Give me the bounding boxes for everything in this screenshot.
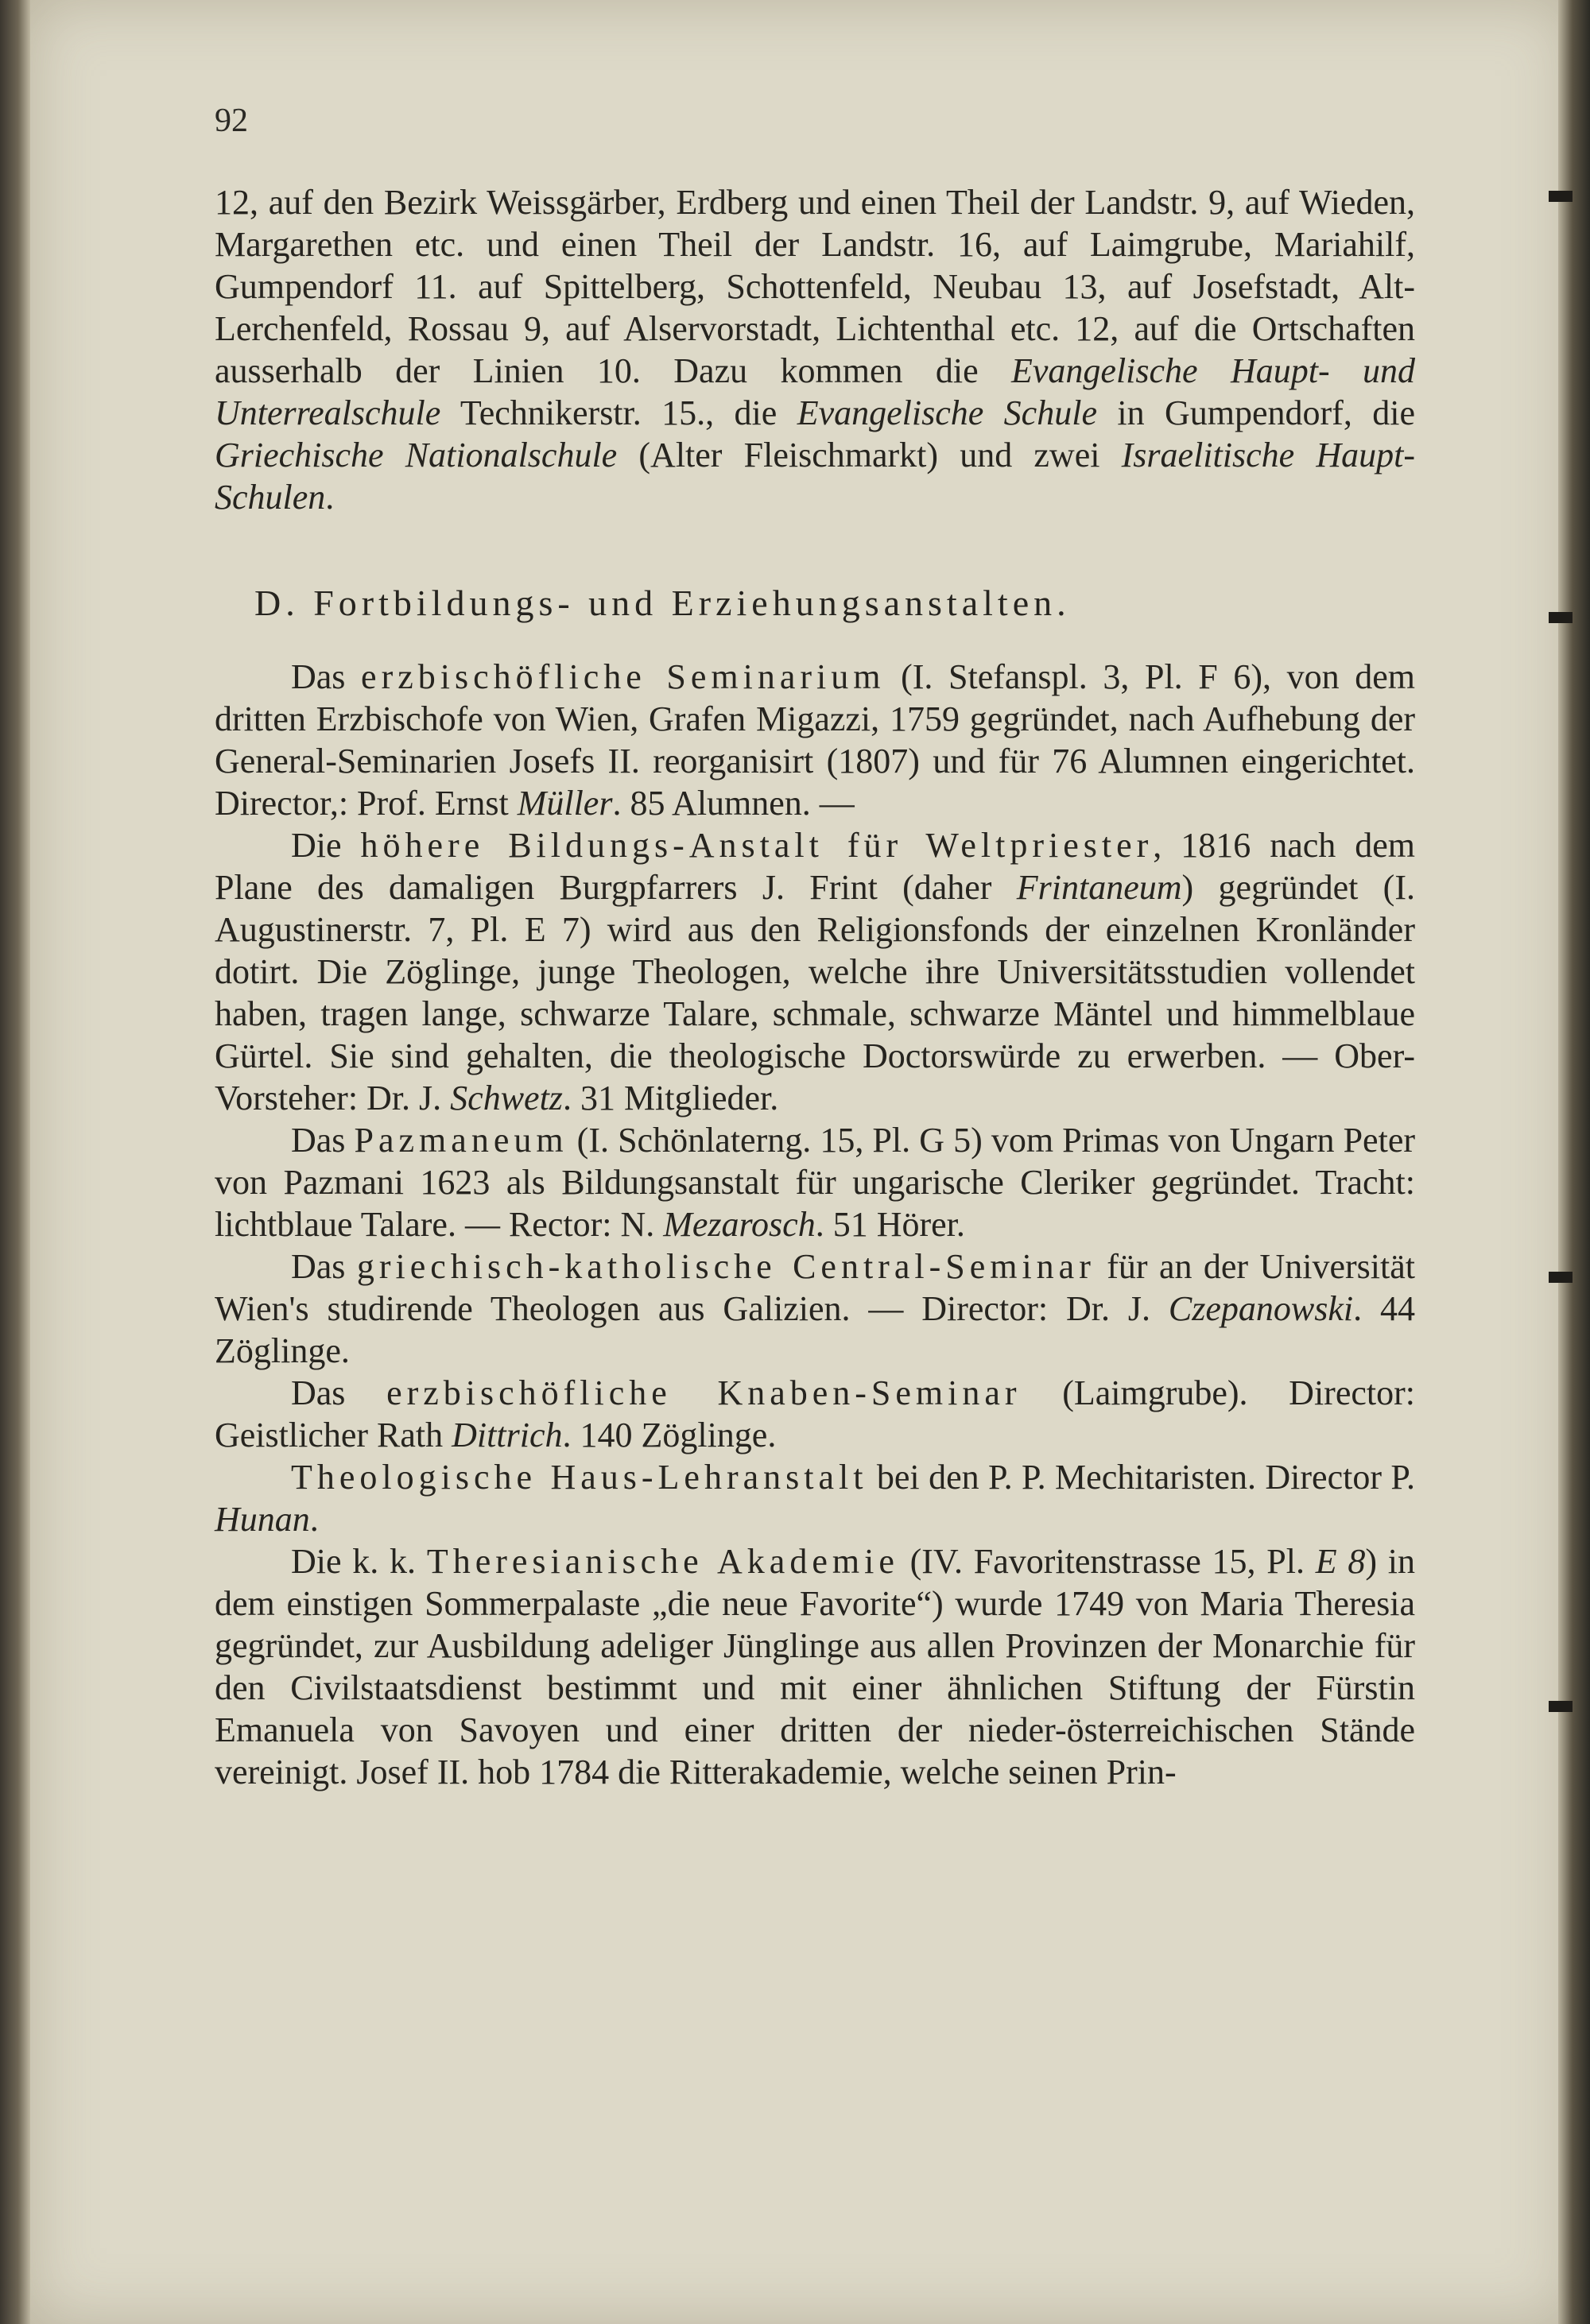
book-gutter <box>0 0 30 2324</box>
paragraph-schools: 12, auf den Bezirk Weissgärber, Erdberg und einen Theil der Landstr. 9, auf Wieden, Margarethen etc. und einen Theil der Landstr. 16, auf Laimgrube, Mariahilf, Gumpendorf 11. auf Spittelberg, Schottenfeld, Neubau 13, auf Josefstadt, Alt-Lerchenfeld, Rossau 9, auf Alservorstadt, Lichtenthal etc. 12, auf die Ortschaften ausserhalb der Linien 10. Dazu kommen die Evangelische Haupt- und Unterrealschule Technikerstr. 15., die Evangelische Schule in Gumpendorf, die Griechische Nationalschule (Alter Fleischmarkt) und zwei Israelitische Haupt-Schulen. <box>215 183 1416 517</box>
section-heading: D. Fortbildungs- und Erziehungsanstalten. <box>254 583 1071 623</box>
tab-mark <box>1549 612 1573 623</box>
paragraph-knaben-seminar: Das erzbischöfliche Knaben-Seminar (Laimgrube). Director: Geistlicher Rath Dittrich. 140 Zöglinge. <box>215 1373 1415 1454</box>
tab-mark <box>1549 1272 1573 1283</box>
tab-mark <box>1549 1701 1573 1712</box>
paragraph-central-seminar: Das griechisch-katholische Central-Seminar für an der Universität Wien's studirende Theologen aus Galizien. — Director: Dr. J. Czepanowski. 44 Zöglinge. <box>215 1247 1415 1370</box>
paragraph-pazmaneum: Das Pazmaneum (I. Schönlaterng. 15, Pl. G 5) vom Primas von Ungarn Peter von Pazmani 1623 als Bildungsanstalt für ungarische Cleriker gegründet. Tracht: lichtblaue Talare. — Rector: N. Mezarosch. 51 Hörer. <box>215 1121 1415 1244</box>
page-number: 92 <box>215 103 248 139</box>
tab-mark <box>1549 191 1573 202</box>
paragraph-theresianum: Die k. k. Theresianische Akademie (IV. Favoritenstrasse 15, Pl. E 8) in dem einstigen Sommerpalaste „die neue Favorite“) wurde 1749 von Maria Theresia gegründet, zur Ausbildung adeliger Jünglinge aus allen Provinzen der Monarchie für den Civilstaatsdienst bestimmt und mit einer ähnlichen Stiftung der Fürstin Emanuela von Savoyen und einer dritten der nieder-österreichischen Stände vereinigt. Josef II. hob 1784 die Ritterakademie, welche seinen Prin- <box>215 1542 1415 1791</box>
body-text <box>215 181 1415 1793</box>
paragraph-seminarium: Das erzbischöfliche Seminarium (I. Stefanspl. 3, Pl. F 6), von dem dritten Erzbischofe von Wien, Grafen Migazzi, 1759 gegründet, nach Aufhebung der General-Seminarien Josefs II. reorganisirt (1807) und für 76 Alumnen eingerichtet. Director,: Prof. Ernst Müller. 85 Alumnen. — <box>215 657 1415 823</box>
page-edge <box>1558 0 1590 2324</box>
paragraph-frintaneum: Die höhere Bildungs-Anstalt für Weltpriester, 1816 nach dem Plane des damaligen Burgpfarrers J. Frint (daher Frintaneum) gegründet (I. Augustinerstr. 7, Pl. E 7) wird aus den Religionsfonds der einzelnen Kronländer dotirt. Die Zöglinge, junge Theologen, welche ihre Universitätsstudien vollendet haben, tragen lange, schwarze Talare, schmale, schwarze Mäntel und himmelblaue Gürtel. Sie sind gehalten, die theologische Doctorswürde zu erwerben. — Ober-Vorsteher: Dr. J. Schwetz. 31 Mitglieder. <box>215 826 1416 1117</box>
paragraph-mechitaristen: Theologische Haus-Lehranstalt bei den P. P. Mechitaristen. Director P. Hunan. <box>215 1458 1416 1539</box>
